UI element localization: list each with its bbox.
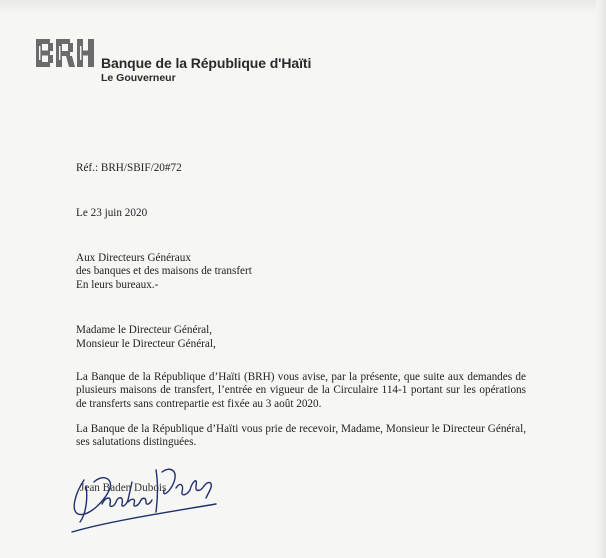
body-paragraph-2: La Banque de la République d’Haïti vous prie de recevoir, Madame, Monsieur le Directeur Général, ses salutations distinguées. [76,423,526,449]
signatory-name: Jean Baden Dubois [80,482,167,494]
reference-number: Réf.: BRH/SBIF/20#72 [76,162,182,174]
bank-name: Banque de la République d'Haïti [101,55,312,71]
recipient-line: Aux Directeurs Généraux [76,252,191,264]
recipient-line: En leurs bureaux.- [76,279,159,291]
recipient-line: des banques et des maisons de transfert [76,265,252,277]
body-paragraph-1: La Banque de la République d’Haïti (BRH) vous avise, par la présente, que suite aux demandes de plusieurs maisons de transfert, l’entrée en vigueur de la Circulaire 114-1 portant sur les opérations de transferts sans contrepartie est fixée au 3 août 2020. [76,371,526,410]
salutation-line: Monsieur le Directeur Général, [76,338,216,350]
brh-logo-icon [36,39,94,67]
handwritten-signature [66,452,226,547]
letterhead-subtitle: Le Gouverneur [101,72,176,84]
letterhead [101,55,311,85]
salutation-line: Madame le Directeur Général, [76,324,213,336]
letter-date: Le 23 juin 2020 [76,207,148,219]
